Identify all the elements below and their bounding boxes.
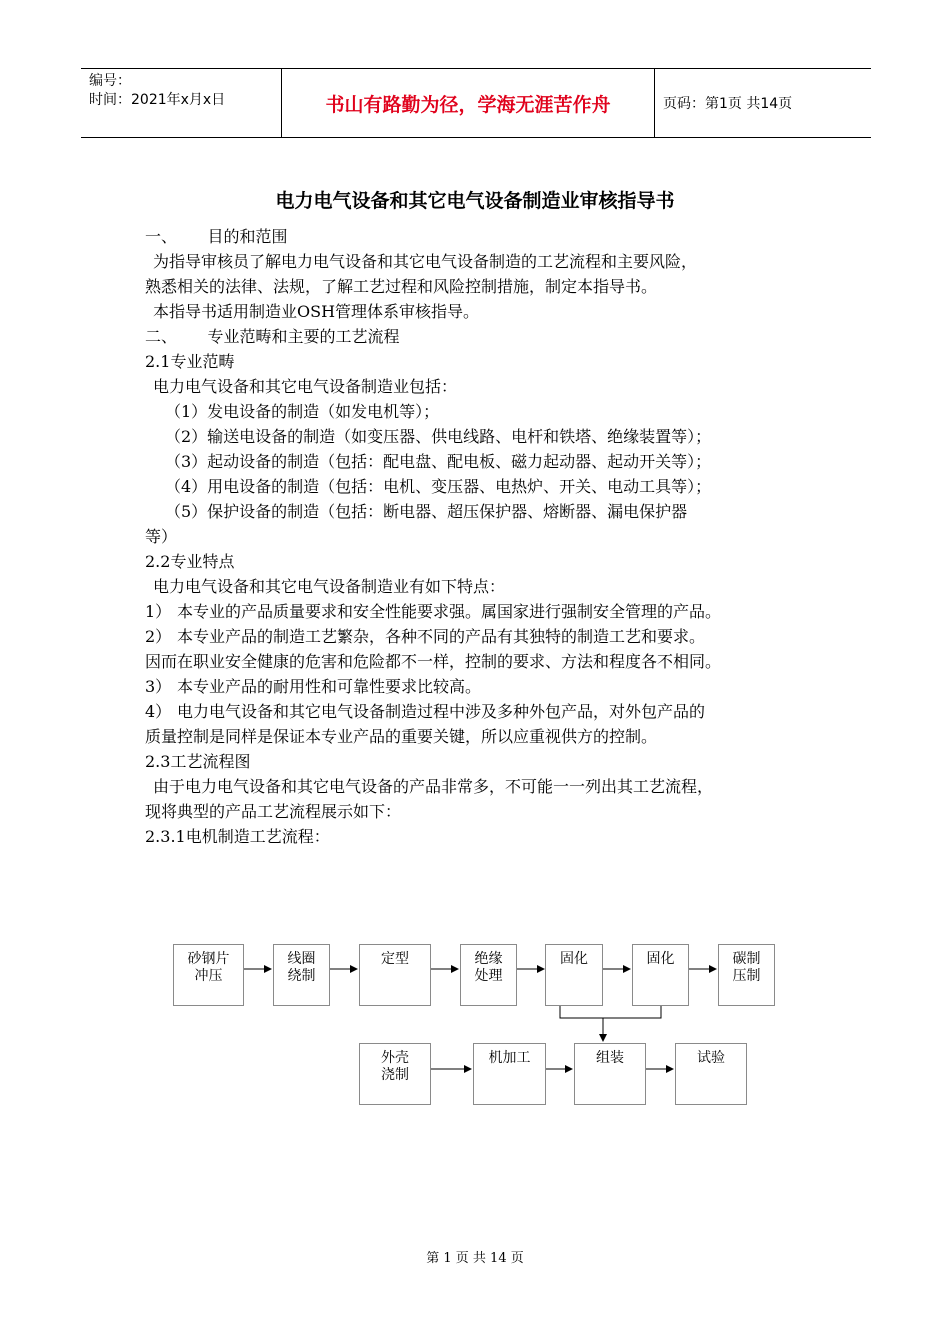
flow-step-label: 固化: [560, 951, 588, 967]
list-item: [145, 674, 825, 699]
section-2-2-heading: 2.2专业特点: [145, 552, 235, 571]
flow-step: [359, 1043, 431, 1105]
document-header: [81, 68, 871, 138]
header-motto: 书山有路勤为径，学海无涯苦作舟: [281, 69, 655, 137]
document-body: [145, 224, 825, 849]
section-2-heading: 二、 专业范畴和主要的工艺流程: [145, 327, 400, 346]
paragraph: 由于电力电气设备和其它电气设备的产品非常多，不可能一一列出其工艺流程，: [153, 777, 714, 796]
flow-step: [460, 944, 517, 1006]
list-item: （1）发电设备的制造（如发电机等）；: [165, 402, 440, 421]
paragraph: 电力电气设备和其它电气设备制造业包括：: [153, 377, 458, 396]
flow-step-label: 机加工: [488, 1050, 531, 1066]
flow-step-label: 碳制 压制: [732, 951, 761, 984]
list-text: 本专业的产品质量要求和安全性能要求强。属国家进行强制安全管理的产品。: [177, 602, 722, 621]
list-item: [145, 699, 825, 724]
flow-step-label: 试验: [697, 1050, 725, 1066]
section-1-heading: 一、 目的和范围: [145, 227, 288, 246]
paragraph: 电力电气设备和其它电气设备制造业有如下特点：: [153, 577, 506, 596]
flow-step: [574, 1043, 646, 1105]
paragraph: 现将典型的产品工艺流程展示如下：: [145, 802, 402, 821]
flow-step-label: 外壳 浇制: [381, 1050, 409, 1083]
list-item: （5）保护设备的制造（包括：断电器、超压保护器、熔断器、漏电保护器: [165, 502, 688, 521]
page-footer: 第 1 页 共 14 页: [426, 1251, 524, 1266]
list-item: （3）起动设备的制造（包括：配电盘、配电板、磁力起动器、起动开关等）；: [165, 452, 712, 471]
section-2-3-1-heading: 2.3.1电机制造工艺流程：: [145, 827, 330, 846]
list-number: 1）: [145, 602, 172, 621]
number-label: 编号：: [89, 73, 131, 89]
header-meta: [81, 69, 281, 137]
flow-step-label: 定型: [381, 951, 409, 967]
list-text: 电力电气设备和其它电气设备制造过程中涉及多种外包产品，对外包产品的: [177, 702, 706, 721]
flow-step-label: 固化: [646, 951, 675, 967]
header-page-label: 页码：第1页 共14页: [663, 96, 793, 112]
flow-connector: [560, 1006, 661, 1018]
list-number: 4）: [145, 702, 172, 721]
section-2-3-heading: 2.3工艺流程图: [145, 752, 251, 771]
paragraph: 本指导书适用制造业OSH管理体系审核指导。: [153, 302, 480, 321]
list-item-continued: 等）: [145, 527, 178, 546]
list-item-continued: 因而在职业安全健康的危害和危险都不一样，控制的要求、方法和程度各不相同。: [145, 652, 722, 671]
flow-step-label: 砂钢片 冲压: [187, 951, 230, 984]
flow-step: [718, 944, 775, 1006]
time-label: 时间：2021年x月x日: [89, 92, 226, 108]
flow-step: [632, 944, 689, 1006]
flow-step: [473, 1043, 546, 1105]
flow-step: [675, 1043, 747, 1105]
paragraph: 熟悉相关的法律、法规，了解工艺过程和风险控制措施，制定本指导书。: [145, 277, 658, 296]
list-text: 本专业产品的耐用性和可靠性要求比较高。: [177, 677, 482, 696]
list-item: [145, 599, 825, 624]
list-number: 3）: [145, 677, 172, 696]
flow-step-label: 组装: [596, 1050, 624, 1066]
flow-step: [545, 944, 603, 1006]
flow-step: [173, 944, 244, 1006]
flow-step-label: 绝缘 处理: [474, 951, 503, 984]
paragraph: 为指导审核员了解电力电气设备和其它电气设备制造的工艺流程和主要风险，: [153, 252, 698, 271]
section-2-1-heading: 2.1专业范畴: [145, 352, 235, 371]
flow-step-label: 线圈 绕制: [287, 951, 316, 984]
list-item: （4）用电设备的制造（包括：电机、变压器、电热炉、开关、电动工具等）；: [165, 477, 712, 496]
list-number: 2）: [145, 627, 172, 646]
list-item: （2）输送电设备的制造（如变压器、供电线路、电杆和铁塔、绝缘装置等）；: [165, 427, 712, 446]
flow-step: [359, 944, 431, 1006]
flow-step: [273, 944, 330, 1006]
list-text: 本专业产品的制造工艺繁杂，各种不同的产品有其独特的制造工艺和要求。: [177, 627, 706, 646]
document-title: 电力电气设备和其它电气设备制造业审核指导书: [275, 190, 675, 212]
list-item: [145, 624, 825, 649]
list-item-continued: 质量控制是同样是保证本专业产品的重要关键，所以应重视供方的控制。: [145, 727, 658, 746]
